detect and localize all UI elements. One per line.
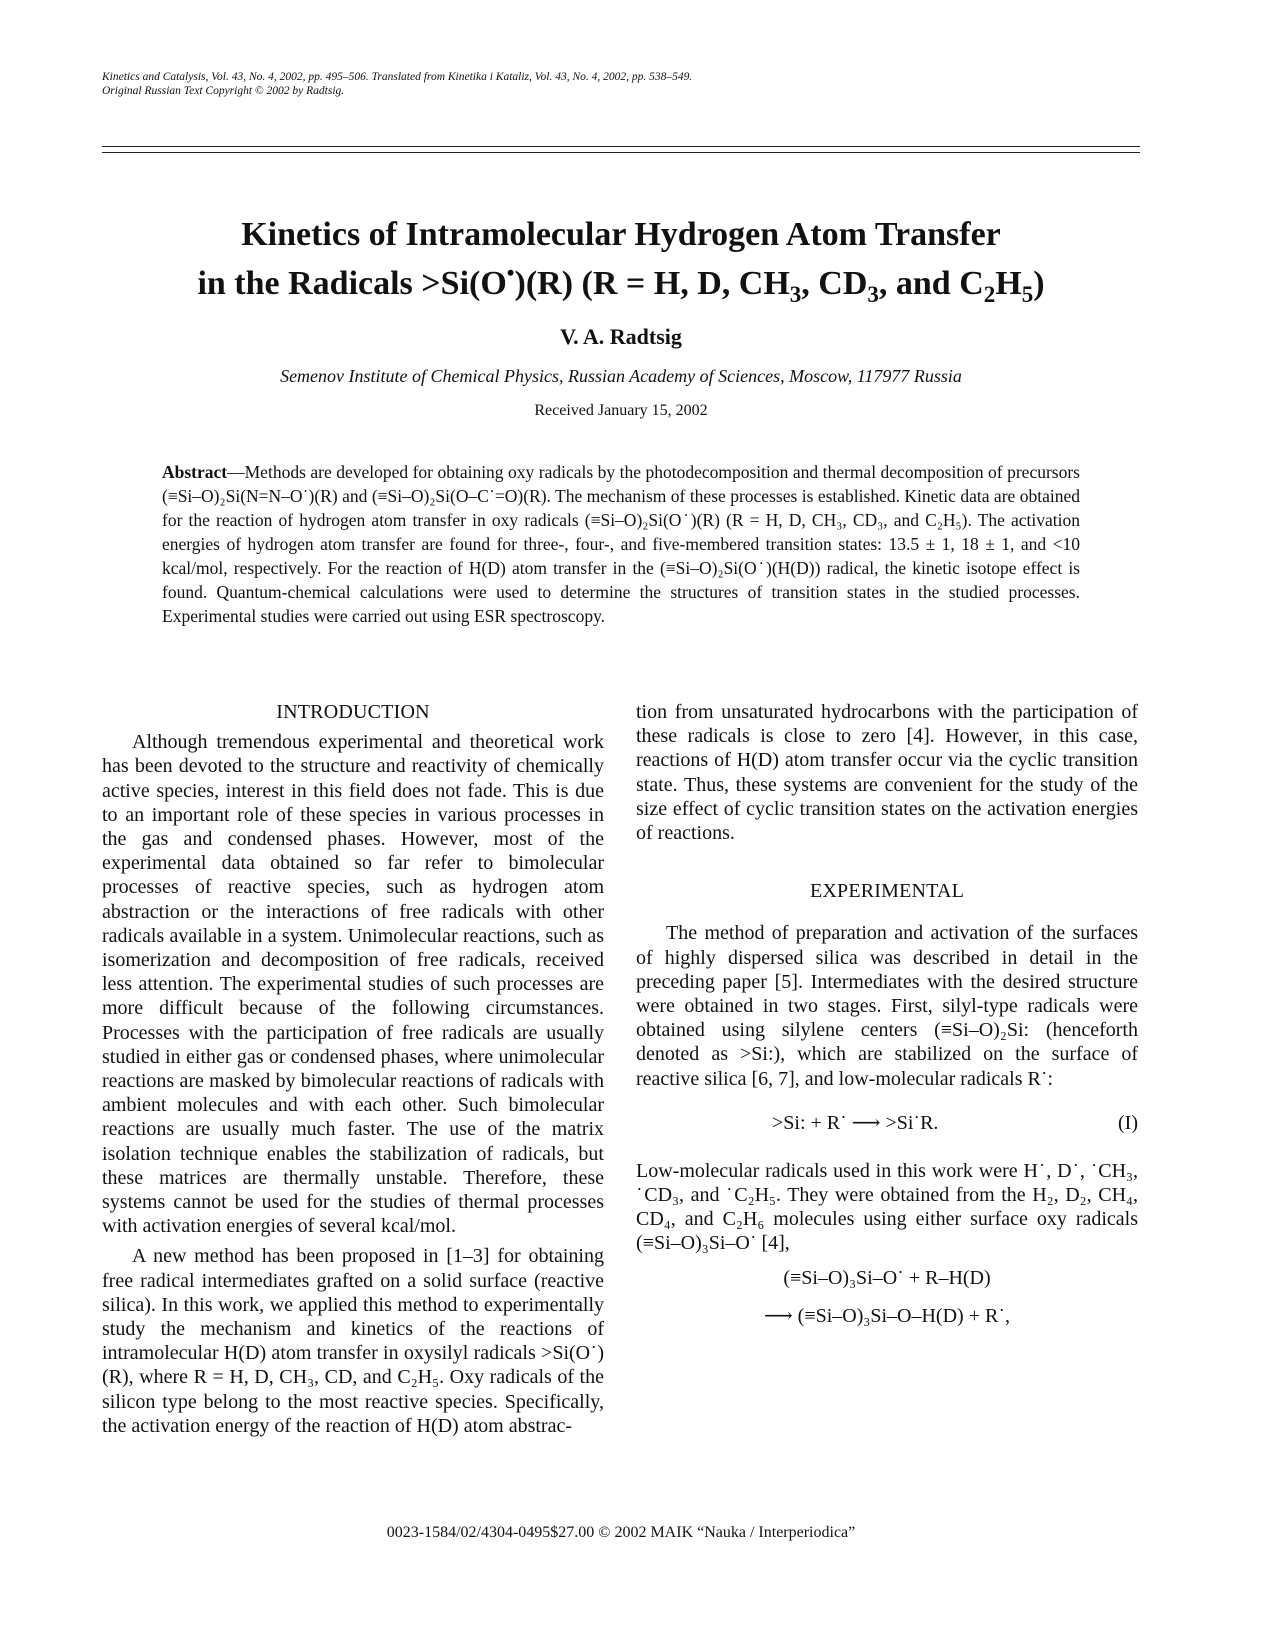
equation-1-number: (I) <box>1118 1111 1138 1134</box>
equation-2-line-1: (≡Si–O)₃Si–O˙ + R–H(D) <box>783 1266 991 1289</box>
journal-header <box>102 70 1142 98</box>
abstract-text: —Methods are developed for obtaining oxy radicals by the photodecomposition and thermal decomposition of precursors (≡Si–O)₂Si(N=N–O˙)(R) and (≡Si–O)₂Si(O–C˙=O)(R). The mechanism of these processes is established. Kinetic data are obtained for the reaction of hydrogen atom transfer in oxy radicals (≡Si–O)₂Si(O˙)(R) (R = H, D, CH₃, CD₃, and C₂H₅). The activation energies of hydrogen atom transfer are found for three-, four-, and five-membered transition states: 13.5 ± 1, 18 ± 1, and <10 kcal/mol, respectively. For the reaction of H(D) atom transfer in the (≡Si–O)₂Si(O˙)(H(D)) radical, the kinetic isotope effect is found. Quantum-chemical calculations were used to determine the structures of transition states in the studied processes. Experimental studies were carried out using ESR spectroscopy. <box>162 462 1080 626</box>
title-line-2: in the Radicals >Si(O•)(R) (R = H, D, $CH_3$, $CD_3$, and $C_2H_5$) <box>197 260 1045 307</box>
right-column <box>636 700 1138 1336</box>
experimental-heading: EXPERIMENTAL <box>809 880 965 903</box>
received-date: Received January 15, 2002 <box>534 402 708 419</box>
header-rule-top <box>102 146 1140 147</box>
paper-title <box>102 210 1140 308</box>
intro-paragraph-continued: tion from unsaturated hydrocarbons with the participation of these radicals is close to zero [4]. However, in this case, reactions of H(D) atom transfer occur via the cyclic transition state. Thus, these systems are convenient for the study of the size effect of cyclic transition states on the activation energies of reactions. <box>636 701 1138 845</box>
copyright-line: Original Russian Text Copyright © 2002 by Radtsig. <box>102 85 345 97</box>
experimental-paragraph-1: The method of preparation and activation of the surfaces of highly dispersed silica was described in detail in the preceding paper [5]. Intermediates with the desired structure were obtained in two stages. First, silyl-type radicals were obtained using silylene centers (≡Si–O)₂Si: (henceforth denoted as >Si:), which are stabilized on the surface of reactive silica [6, 7], and low-molecular radicals R˙: <box>636 922 1138 1090</box>
abstract-label: Abstract <box>162 462 228 482</box>
abstract <box>162 460 1080 628</box>
introduction-heading: INTRODUCTION <box>276 701 430 723</box>
experimental-paragraph-2: Low-molecular radicals used in this work were H˙, D˙, ˙CH₃, ˙CD₃, and ˙C₂H₅. They were obtained from the H₂, D₂, CH₄, CD₄, and C₂H₆ molecules using either surface oxy radicals (≡Si–O)₃Si–O˙ [4], <box>636 1159 1138 1255</box>
equation-1 <box>636 1105 1138 1145</box>
left-column <box>102 700 604 1438</box>
title-line-1: Kinetics of Intramolecular Hydrogen Atom Transfer <box>241 216 1001 253</box>
intro-paragraph-2: A new method has been proposed in [1–3] for obtaining free radical intermediates grafted on a solid surface (reactive silica). In this work, we applied this method to experimentally study the mechanism and kinetics of the reactions of intramolecular H(D) atom transfer in oxysilyl radicals >Si(O˙)(R), where R = H, D, CH₃, CD, and C₂H₅. Oxy radicals of the silicon type belong to the most reactive species. Specifically, the activation energy of the reaction of H(D) atom abstrac- <box>102 1245 604 1437</box>
page-footer: 0023-1584/02/4304-0495$27.00 © 2002 MAIK “Nauka / Interperiodica” <box>386 1524 856 1541</box>
equation-1-body: >Si: + R˙ ⟶ >Si˙R. <box>772 1111 939 1134</box>
header-rule-bottom <box>102 152 1140 153</box>
author-name: V. A. Radtsig <box>560 324 682 349</box>
intro-paragraph-1: Although tremendous experimental and theoretical work has been devoted to the structure and reactivity of chemically active species, interest in this field does not fade. This is due to an important role of these species in various processes in the gas and condensed phases. However, most of the experimental data obtained so far refer to bimolecular processes of reactive species, such as hydrogen atom abstraction or the interactions of free radicals with other radicals available in a system. Unimolecular reactions, such as isomerization and decomposition of free radicals, received less attention. The experimental studies of such processes are more difficult because of the following circumstances. Processes with the participation of free radicals are usually studied in either gas or condensed phases, where unimolecular reactions are masked by bimolecular reactions of radicals with ambient molecules and with each other. Such bimolecular reactions are usually much faster. The use of the matrix isolation technique enables the stabilization of radicals, but these matrices are thermally unstable. Therefore, these systems cannot be used for the studies of thermal processes with activation energies of several kcal/mol. <box>102 731 604 1238</box>
equation-2-line-2: ⟶ (≡Si–O)₃Si–O–H(D) + R˙, <box>764 1304 1010 1327</box>
affiliation: Semenov Institute of Chemical Physics, Russian Academy of Sciences, Moscow, 117977 Russia <box>280 366 962 386</box>
journal-citation: Kinetics and Catalysis, Vol. 43, No. 4, 2002, pp. 495–506. Translated from Kinetika i Kataliz, Vol. 43, No. 4, 2002, pp. 538–549. <box>102 71 693 83</box>
